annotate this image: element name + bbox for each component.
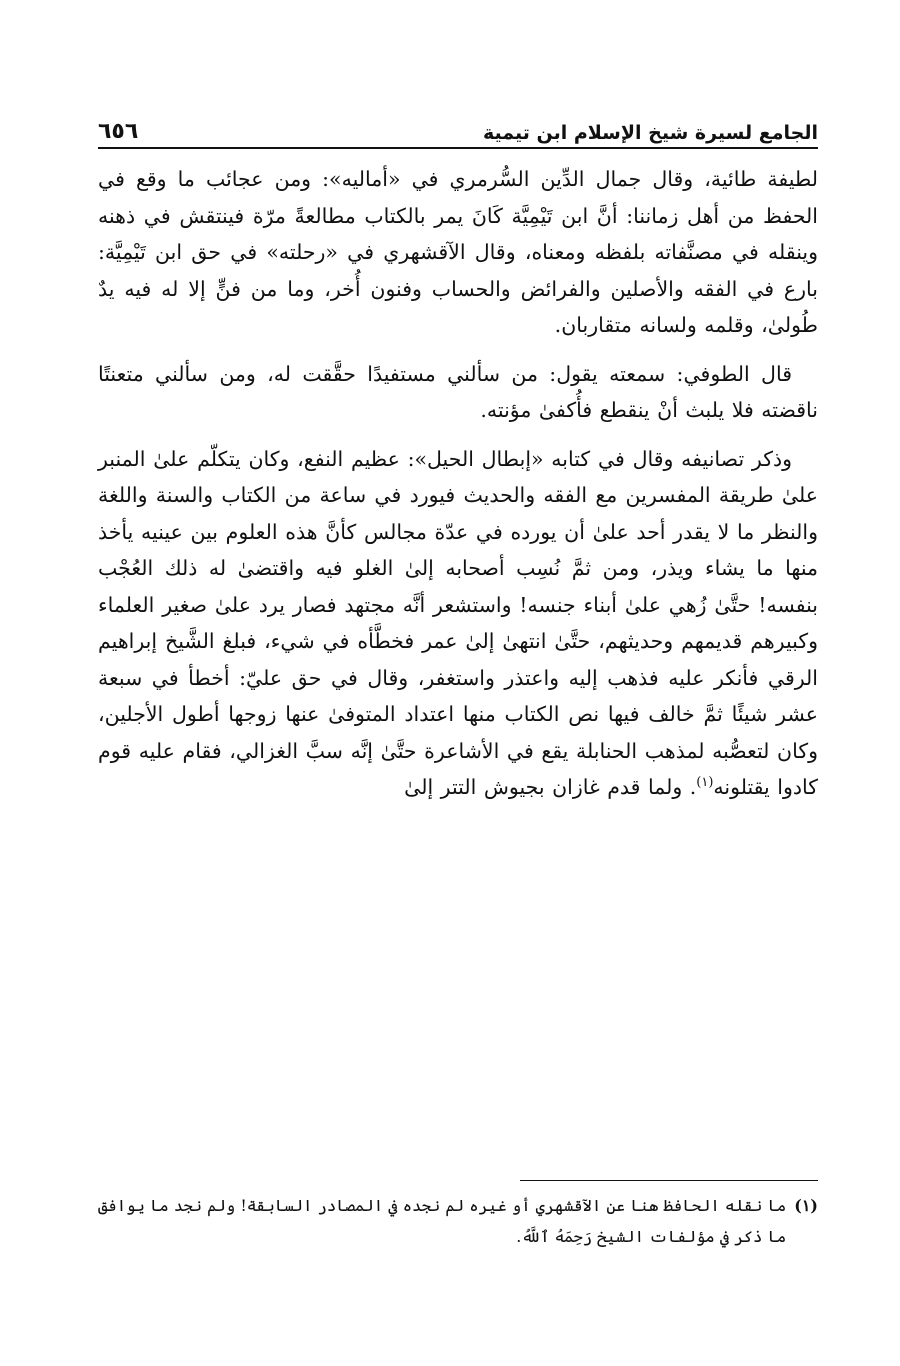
footnote-mark: (١) [794, 1196, 818, 1215]
paragraph-3-text: وذكر تصانيفه وقال في كتابه «إبطال الحيل»: عظيم النفع، وكان يتكلّم علىٰ المنبر علىٰ طريقة المفسرين مع الفقه والحديث فيورد في ساعة من الكتاب والسنة واللغة والنظر ما لا يقدر أحد علىٰ أن يورده في عدّة مجالس كأنَّ هذه العلوم بين عينيه يأخذ منها ما يشاء ويذر، ومن ثمَّ نُسِب أصحابه إلىٰ الغلو فيه واقتضىٰ له ذلك العُجْب بنفسه! حتَّىٰ زُهي علىٰ أبناء جنسه! واستشعر أنَّه مجتهد فصار يرد علىٰ صغير العلماء وكبيرهم قديمهم وحديثهم، حتَّىٰ انتهىٰ إلىٰ عمر فخطَّأه في شيء، فبلغ الشَّيخ إبراهيم الرقي فأنكر عليه فذهب إليه واعتذر واستغفر، وقال في حق عليّ: أخطأ في سبعة عشر شيئًا ثمَّ خالف فيها نص الكتاب منها اعتداد المتوفىٰ عنها زوجها أطول الأجلين، وكان لتعصُّبه لمذهب الحنابلة يقع في الأشاعرة حتَّىٰ إنَّه سبَّ الغزالي، فقام عليه قوم كادوا يقتلونه [98, 446, 818, 799]
page-number: ٦٥٦ [98, 119, 139, 144]
body-text [98, 161, 818, 806]
paragraph-1: لطيفة طائية، وقال جمال الدِّين السُّرمري في «أماليه»: ومن عجائب ما وقع في الحفظ من أهل زماننا: أنَّ ابن تَيْمِيَّة كَانَ يمر بالكتاب مطالعةً مرّة فينتقش في ذهنه وينقله في مصنَّفاته بلفظه ومعناه، وقال الآقشهري في «رحلته» في حق ابن تَيْمِيَّة: بارع في الفقه والأصلين والفرائض والحساب وفنون أُخر، وما من فنٍّ إلا له فيه يدٌ طُولىٰ، وقلمه ولسانه متقاربان. [98, 167, 818, 337]
footnote-divider [520, 1180, 818, 1181]
paragraph-3-tail: . ولما قدم غازان بجيوش التتر إلىٰ [404, 775, 697, 799]
footnote [98, 1190, 818, 1252]
paragraph-3 [98, 441, 818, 806]
running-title: الجامع لسيرة شيخ الإسلام ابن تيمية [482, 122, 818, 144]
running-head [98, 108, 818, 149]
footnote-reference[interactable]: (١) [696, 775, 714, 791]
book-page [98, 108, 818, 1328]
paragraph-2: قال الطوفي: سمعته يقول: من سألني مستفيدًا حقَّقت له، ومن سألني متعنتًا ناقضته فلا يلبث أنْ ينقطع فأُكفىٰ مؤنته. [98, 361, 818, 422]
footnote-text: ما نقله الحافظ هنا عن الآقشهري أو غيره لم نجده في المصادر السابقة! ولم نجد ما يوافق ما ذكر في مؤلفات الشيخ رَحِمَهُ ٱللَّهُ. [98, 1196, 787, 1246]
